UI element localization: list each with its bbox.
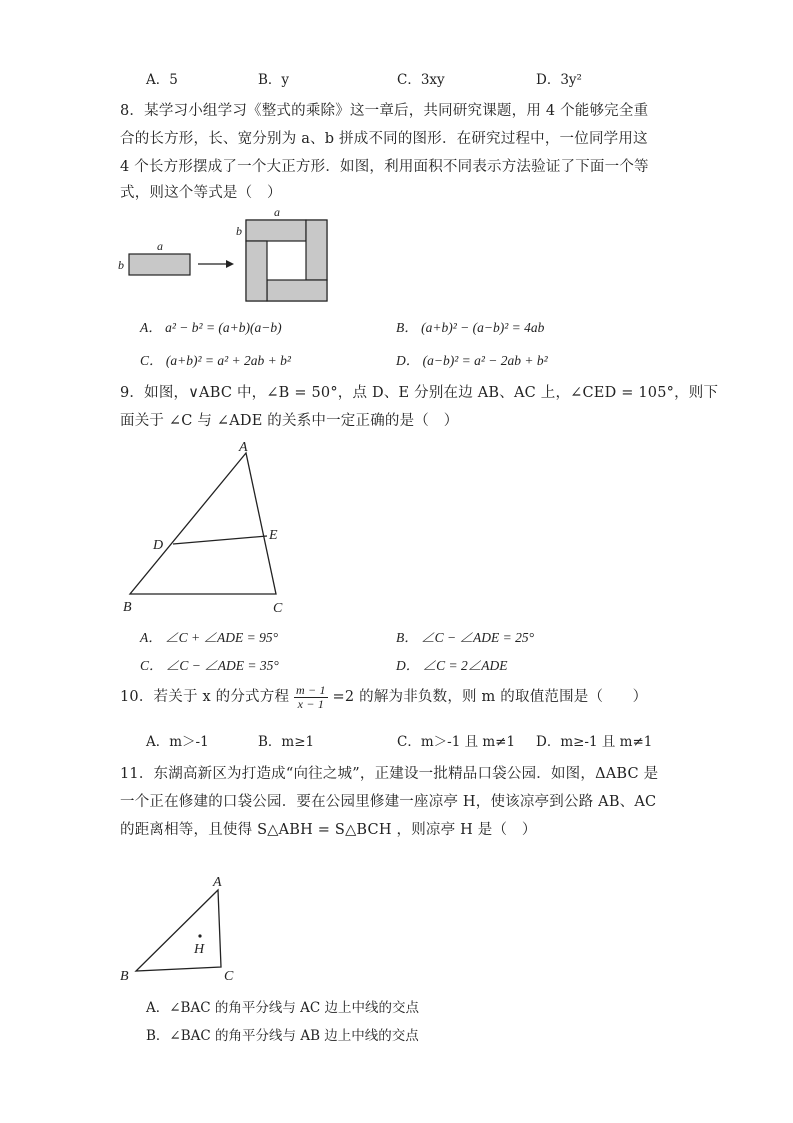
q11-label-h: H xyxy=(194,942,205,957)
q10-option-b: B．m≥1 xyxy=(258,734,315,750)
q8-label-b: b xyxy=(118,258,124,272)
q9-label-c: C xyxy=(273,601,283,616)
q11-label-c: C xyxy=(224,969,234,984)
q8-option-b: B． (a+b)² − (a−b)² = 4ab xyxy=(396,320,545,335)
q11-stem-line3: 的距离相等，且使得 S△ABH = S△BCH ，则凉亭 H 是（ ） xyxy=(120,822,537,838)
q11-stem-line2: 一个正在修建的口袋公园．要在公园里修建一座凉亭 H，使该凉亭到公路 AB、AC xyxy=(120,794,657,810)
q8-stem-line2: 合的长方形，长、宽分别为 a、b 拼成不同的图形．在研究过程中，一位同学用这 xyxy=(120,131,648,147)
q8-single-rectangle xyxy=(129,254,190,275)
q10-stem xyxy=(120,682,647,712)
q11-triangle-abc xyxy=(136,890,221,971)
q11-label-b: B xyxy=(120,969,129,984)
q10-fraction-denominator: x − 1 xyxy=(297,696,325,711)
q9-stem-line1: 9．如图，∨ABC 中，∠B = 50°，点 D、E 分别在边 AB、AC 上，∠CED = 105°，则下 xyxy=(120,385,719,401)
q8-arrow-head xyxy=(226,260,234,268)
q8-option-c: C． (a+b)² = a² + 2ab + b² xyxy=(140,353,291,368)
q9-triangle-abc xyxy=(130,453,276,594)
q10-stem-prefix: 10．若关于 x 的分式方程 xyxy=(120,689,290,705)
q8-rect-top xyxy=(246,220,306,241)
q7-option-a: A．5 xyxy=(146,72,178,88)
q7-option-d: D．3y² xyxy=(536,72,582,88)
q8-figure xyxy=(110,200,350,310)
q11-stem-line1: 11．东湖高新区为打造成“向往之城”，正建设一批精品口袋公园．如图，ΔABC 是 xyxy=(120,766,659,782)
q9-option-b: B． ∠C − ∠ADE = 25° xyxy=(396,630,534,645)
q9-label-d: D xyxy=(153,538,164,553)
q8-stem-line4: 式，则这个等式是（ ） xyxy=(120,185,282,201)
q8-label-a2: a xyxy=(274,205,280,219)
q9-option-c: C． ∠C − ∠ADE = 35° xyxy=(140,658,279,673)
q8-option-d: D． (a−b)² = a² − 2ab + b² xyxy=(396,353,548,368)
q8-rect-right xyxy=(306,220,327,280)
q9-option-a: A． ∠C + ∠ADE = 95° xyxy=(140,630,278,645)
q9-figure xyxy=(115,435,305,620)
q10-fraction-numerator: m − 1 xyxy=(295,682,326,697)
q10-option-c: C．m＞-1 且 m≠1 xyxy=(397,734,516,750)
q9-label-b: B xyxy=(123,600,132,615)
q11-option-b: B．∠BAC 的角平分线与 AB 边上中线的交点 xyxy=(146,1028,419,1044)
q8-stem-line1: 8．某学习小组学习《整式的乘除》这一章后，共同研究课题，用 4 个能够完全重 xyxy=(120,103,649,119)
q8-label-a: a xyxy=(157,239,163,253)
q8-rect-bottom xyxy=(267,280,327,301)
q11-label-a: A xyxy=(213,875,222,890)
q10-fraction xyxy=(294,684,328,711)
q9-label-e: E xyxy=(269,528,278,543)
q11-option-a: A．∠BAC 的角平分线与 AC 边上中线的交点 xyxy=(146,1000,420,1016)
q9-stem-line2: 面关于 ∠C 与 ∠ADE 的关系中一定正确的是（ ） xyxy=(120,413,459,429)
q8-option-a: A． a² − b² = (a+b)(a−b) xyxy=(140,320,282,335)
q10-stem-suffix: =2 的解为非负数，则 m 的取值范围是（ ） xyxy=(332,689,648,705)
q10-option-a: A．m＞-1 xyxy=(146,734,209,750)
q8-label-b2: b xyxy=(236,224,242,238)
q9-segment-de xyxy=(173,536,267,544)
q8-stem-line3: 4 个长方形摆成了一个大正方形．如图，利用面积不同表示方法验证了下面一个等 xyxy=(120,159,649,175)
q9-option-d: D． ∠C = 2∠ADE xyxy=(396,658,508,673)
q11-figure xyxy=(112,868,252,988)
q9-label-a: A xyxy=(239,440,248,455)
q11-point-h xyxy=(198,934,201,937)
q8-rect-left xyxy=(246,241,267,301)
q10-option-d: D．m≥-1 且 m≠1 xyxy=(536,734,653,750)
q7-option-b: B．y xyxy=(258,72,290,88)
q7-option-c: C．3xy xyxy=(397,72,445,88)
